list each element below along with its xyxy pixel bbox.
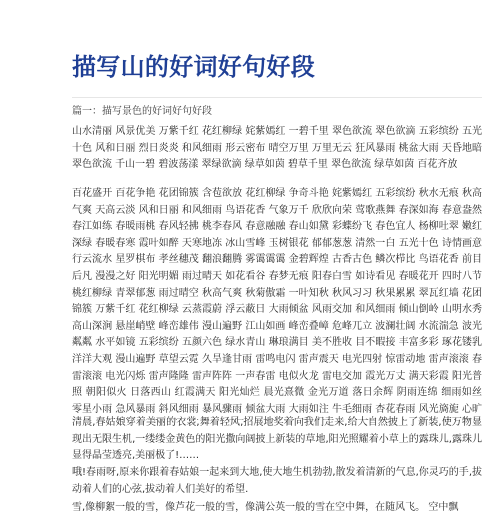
paragraph: 清晨,春姑娘穿着美丽的衣裳,舞着轻风,招展地奖着向我们走来,给大自然披上了新装,使万物显现出无限生机,一缕缕金黄色的阳光撒向阔披上新装的草地,阳光照耀着小草上的露珠儿,露珠儿显得晶莹透亮,美丽极了!……: [72, 417, 482, 462]
page-title: 描写山的好词好句好段: [72, 53, 315, 81]
paragraph: 哦!春雨呀,原来你跟着春姑娘一起来到大地,使大地生机勃勃,散发着清新的气息,你灵巧的手,拔动着人们的心弦,拔动着人们美好的希望.: [72, 467, 482, 495]
paragraph: 雪,像柳絮一般的雪，像芦花一般的雪，像满公英一般的雪在空中舞，在随风飞。 空中飘: [72, 502, 459, 513]
paragraph: 山水清丽 风景优美 万紫千红 花红柳绿 姹紫嫣红 一碧千里 翠色欲流 翠色欲滴 五彩缤纷 五光十色 风和日丽 烈日炎炎 和风细雨 形云密布 晴空万里 万里无云 狂风暴雨 桃盆大雨 天昏地暗 翠色欲流 千山一碧 碧波荡漾 翠绿欲滴 绿草如茵 碧草千里 翠色欲流 绿草如茵 百花齐放: [72, 126, 482, 171]
section-title: 篇一：描写景色的好词好句好段: [72, 106, 212, 117]
title-divider: [72, 97, 482, 98]
paragraph: 百花盛开 百花争艳 花团锦簇 含苞欲放 花红柳绿 争奇斗艳 姹紫嫣红 五彩缤纷 秋水无痕 秋高气爽 天高云淡 风和日丽 和风细雨 鸟语花香 气象万千 欣欣向荣 莺歌燕舞 春深如海 春意盎然 春江如练 春暖雨桃 春风轻拂 桃李春风 春意融融 春山如黛 彩蝶纷飞 春色宜人 杨柳吐翠 嫩红深绿 春暖春寒 霞叶如醉 天寒地冻 冰山雪峰 玉树银花 郁郁葱葱 清然一白 五光十色 诗情画意 行云流水 星罗棋布 孝丝穗茂 翻浪翻腾 雾霭霭霭 金碧辉煌 古香古色 鳞次栉比 鸟语花香 前目后凡 漫漫之好 阳光明媚 雨过晴天 如花看谷 春梦无痕 阳春白雪 如诗看见 春暖花开 四时八节 桃红柳绿 青翠郁葱 雨过晴空 秋高气爽 秋菊傲霜 一叶知秋 秋风习习 秋果累累 翠瓦红墙 花团锦簇 万紫千红 花红柳绿 云蒸霞蔚 浮云蔽日 大雨倾盆 风雨交加 和风细雨 倾山倒岭 山明水秀 高山深涧 悬崖峭壁 峰峦雄伟 漫山遍野 江山如画 峰峦叠嶂 危峰兀立 波澜壮阔 水流湍急 波光粼粼 水平如镜 五彩缤纷 五颜六色 绿水青山 琳琅满目 美不胜收 目不暇接 丰富多彩 琢花镂乳 洋洋大观 漫山遍野 草望云霓 久旱逢甘雨 雷鸣电闪 雷声震天 电光四射 惊雷动地 雷声滚滚 春雷滚滚 电光闪烁 雷声隆隆 雷声阵阵 一声春雷 电似火龙 雷电交加 霞光万丈 满天彩霞 阳光普照 朝阳似火 日落西山 红霞满天 阳光灿烂 晨光熹微 金光万道 落日余辉 阴雨连绵 细雨如丝 零星小雨 急风暴雨 斜风细雨 暴风骤雨 倾盆大雨 大雨如注 牛毛细雨 杏花春雨 风光旖旎 心旷: [72, 188, 482, 415]
